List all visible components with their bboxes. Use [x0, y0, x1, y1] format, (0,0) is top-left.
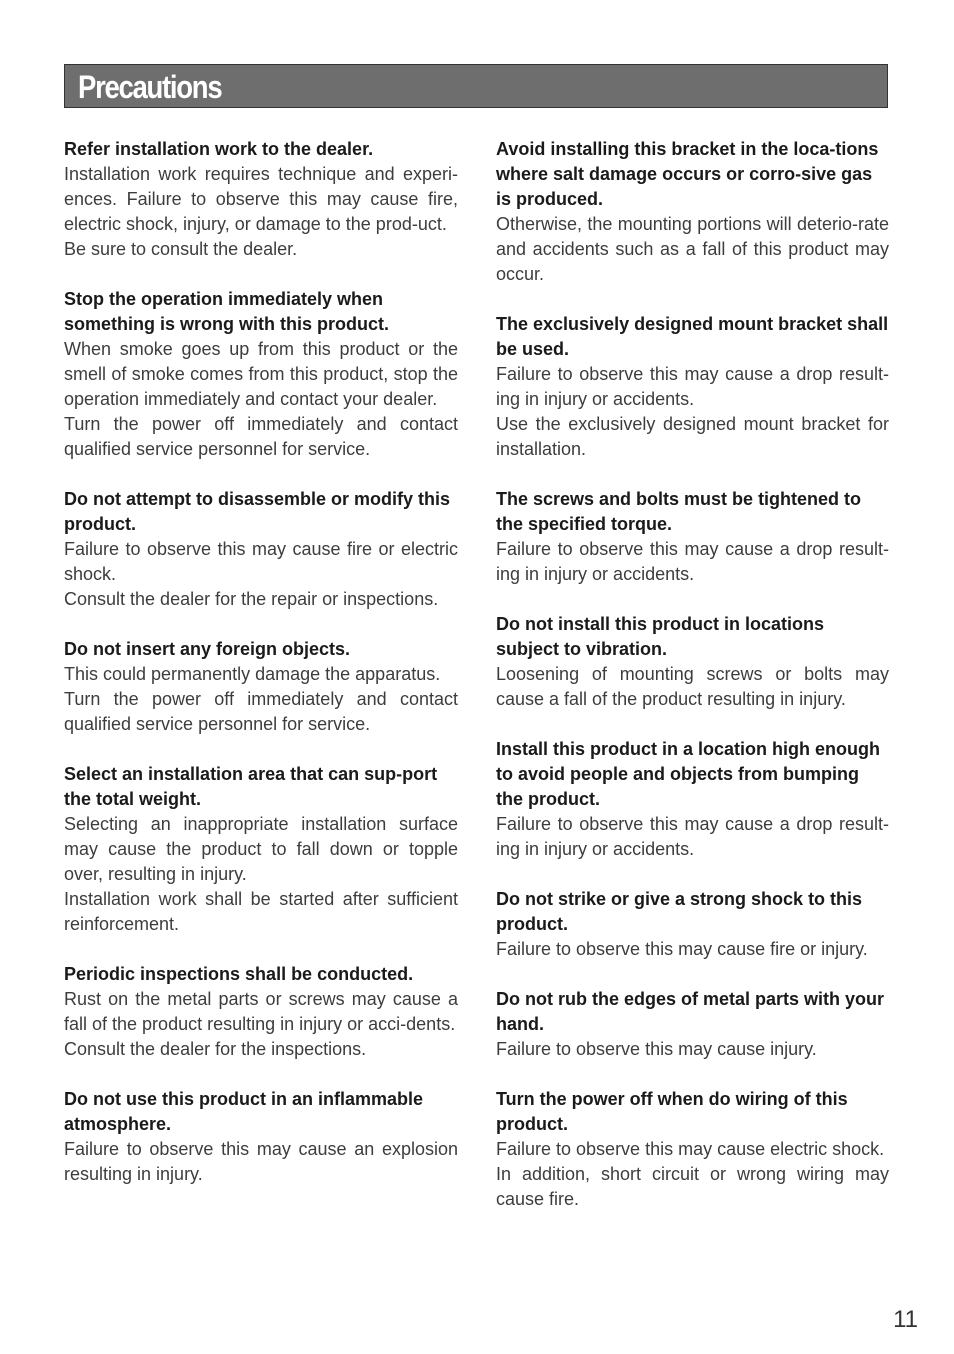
precaution-text: Turn the power off immediately and contact qualified service personnel for service.	[64, 414, 458, 459]
precaution-item	[496, 137, 889, 287]
right-column	[496, 137, 889, 1237]
precaution-heading: Avoid installing this bracket in the loca-tions where salt damage occurs or corro-sive gas is produced.	[496, 139, 879, 209]
precaution-heading: Select an installation area that can sup-port the total weight.	[64, 764, 438, 809]
precaution-text: This could permanently damage the apparatus.	[64, 664, 441, 684]
precaution-heading: Refer installation work to the dealer.	[64, 139, 374, 159]
precaution-heading: Do not use this product in an inflammable atmosphere.	[64, 1089, 424, 1134]
page-title: Precautions	[78, 69, 222, 105]
precaution-text: Installation work requires technique and experi-ences. Failure to observe this may cause fire, electric shock, injury, or damage to the prod-uct.	[64, 164, 458, 234]
precaution-text: Consult the dealer for the inspections.	[64, 1039, 367, 1059]
precaution-text: Rust on the metal parts or screws may cause a fall of the product resulting in injury or acci-dents.	[64, 989, 458, 1034]
precaution-item	[496, 1087, 889, 1212]
precaution-item	[64, 287, 458, 462]
precaution-text: Loosening of mounting screws or bolts may cause a fall of the product resulting in injury.	[496, 664, 889, 709]
precaution-text: Use the exclusively designed mount bracket for installation.	[496, 414, 889, 459]
precaution-text: Be sure to consult the dealer.	[64, 239, 298, 259]
precaution-heading: Install this product in a location high enough to avoid people and objects from bumping the product.	[496, 739, 880, 809]
precaution-text: Turn the power off immediately and contact qualified service personnel for service.	[64, 689, 458, 734]
precaution-heading: Turn the power off when do wiring of this product.	[496, 1089, 848, 1134]
precaution-text: Failure to observe this may cause a drop result-ing in injury or accidents.	[496, 814, 889, 859]
precaution-text: Selecting an inappropriate installation surface may cause the product to fall down or topple over, resulting in injury.	[64, 814, 458, 884]
precaution-heading: Do not install this product in locations subject to vibration.	[496, 614, 824, 659]
precaution-heading: Do not strike or give a strong shock to this product.	[496, 889, 863, 934]
precaution-text: Failure to observe this may cause a drop result-ing in injury or accidents.	[496, 364, 889, 409]
precaution-item	[64, 1087, 458, 1187]
precaution-item	[496, 887, 889, 962]
precaution-text: Otherwise, the mounting portions will deterio-rate and accidents such as a fall of this product may occur.	[496, 214, 889, 284]
precaution-item	[64, 487, 458, 612]
precaution-item	[64, 962, 458, 1062]
precaution-heading: The exclusively designed mount bracket shall be used.	[496, 314, 889, 359]
precaution-text: Failure to observe this may cause injury.	[496, 1039, 817, 1059]
precaution-text: When smoke goes up from this product or the smell of smoke comes from this product, stop the operation immediately and contact your dealer.	[64, 339, 458, 409]
precaution-heading: Stop the operation immediately when something is wrong with this product.	[64, 289, 389, 334]
precaution-text: Failure to observe this may cause fire or electric shock.	[64, 539, 458, 584]
precaution-item	[496, 737, 889, 862]
precaution-text: In addition, short circuit or wrong wiring may cause fire.	[496, 1164, 889, 1209]
precaution-item	[64, 137, 458, 262]
section-title-bar	[64, 64, 888, 108]
precaution-text: Failure to observe this may cause fire or injury.	[496, 939, 868, 959]
page-number: 11	[893, 1306, 918, 1333]
precaution-item	[496, 312, 889, 462]
precaution-text: Installation work shall be started after sufficient reinforcement.	[64, 889, 458, 934]
precaution-text: Failure to observe this may cause a drop result-ing in injury or accidents.	[496, 539, 889, 584]
precaution-heading: Do not insert any foreign objects.	[64, 639, 351, 659]
precaution-heading: Do not attempt to disassemble or modify this product.	[64, 489, 451, 534]
precaution-heading: Periodic inspections shall be conducted.	[64, 964, 414, 984]
precaution-text: Failure to observe this may cause an explosion resulting in injury.	[64, 1139, 458, 1184]
precaution-item	[496, 987, 889, 1062]
precaution-item	[496, 612, 889, 712]
precaution-text: Consult the dealer for the repair or inspections.	[64, 589, 439, 609]
precaution-item	[496, 487, 889, 587]
precaution-item	[64, 637, 458, 737]
left-column	[64, 137, 458, 1212]
precaution-text: Failure to observe this may cause electric shock.	[496, 1139, 885, 1159]
precaution-heading: The screws and bolts must be tightened to the specified torque.	[496, 489, 862, 534]
precaution-item	[64, 762, 458, 937]
precaution-heading: Do not rub the edges of metal parts with your hand.	[496, 989, 885, 1034]
